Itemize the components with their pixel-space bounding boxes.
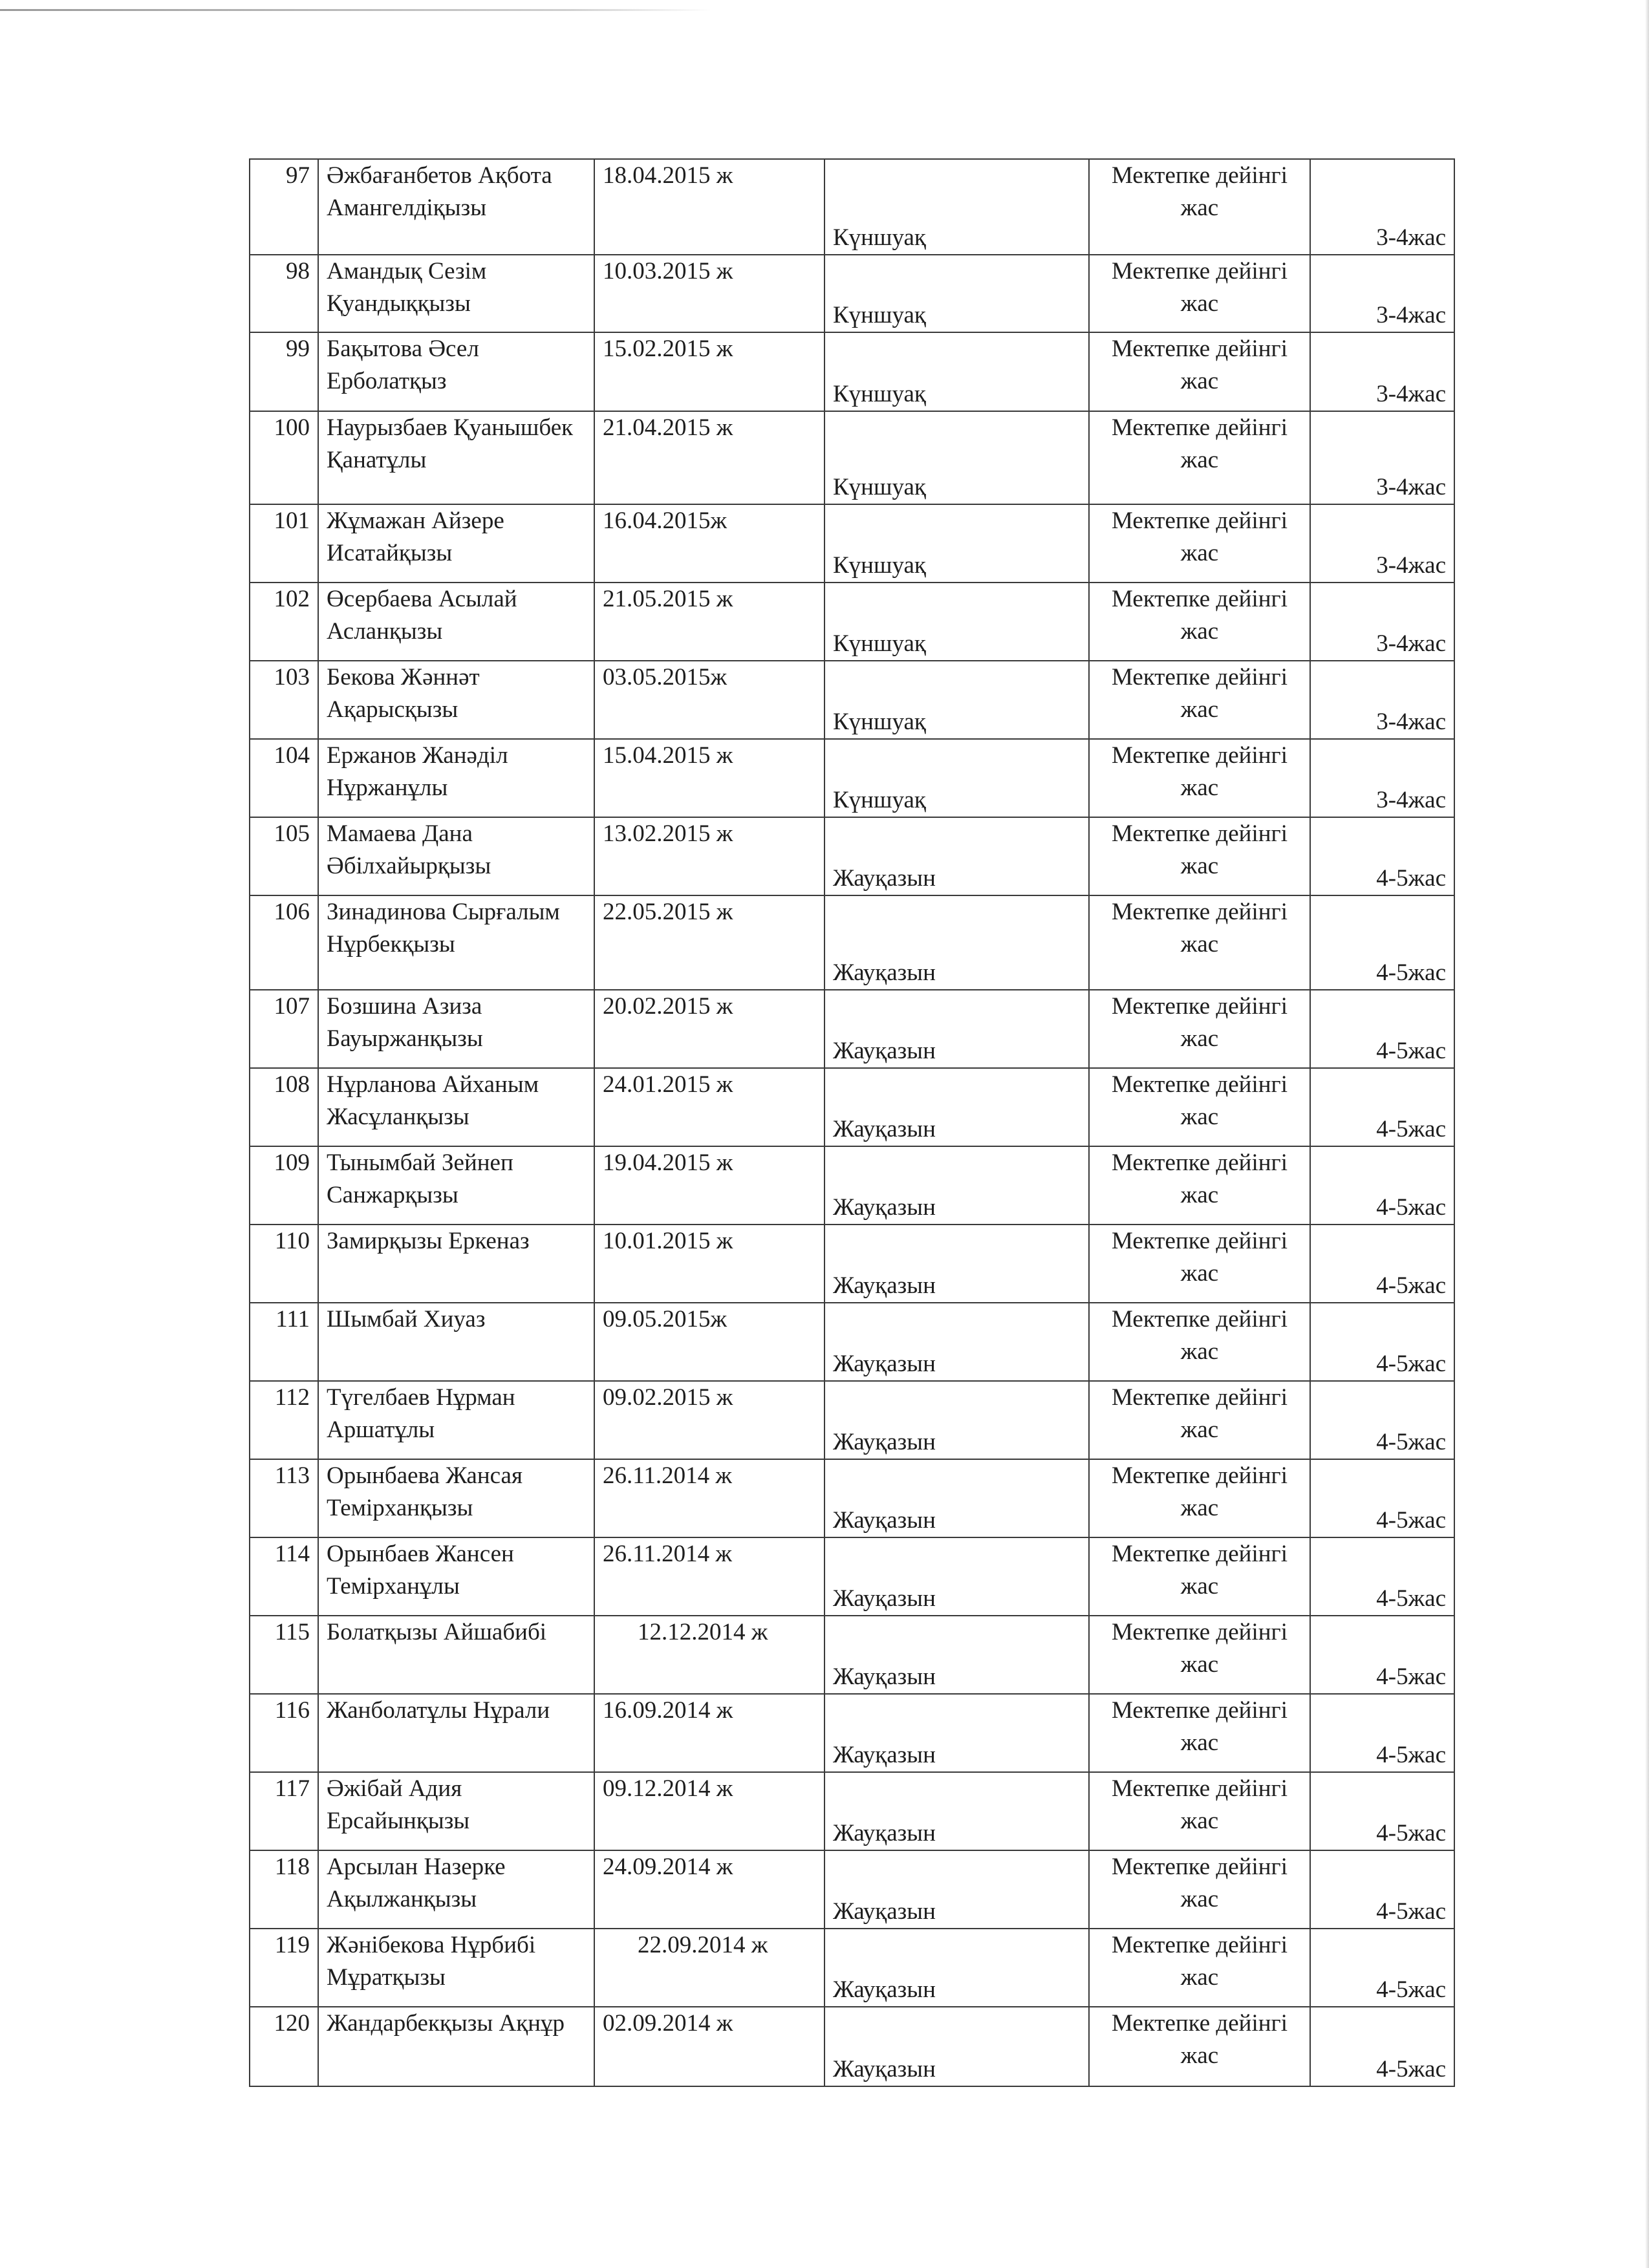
birth-date: 21.05.2015 ж: [594, 583, 824, 661]
table-row: [250, 1225, 1454, 1303]
table-row: [250, 1850, 1454, 1929]
group-name: Жауқазын: [824, 1537, 1089, 1616]
group-name: Жауқазын: [824, 1929, 1089, 2007]
group-name: Жауқазын: [824, 1381, 1089, 1459]
child-name: Орынбаев Жансен Темірханұлы: [318, 1537, 594, 1616]
age-range: 4-5жас: [1310, 1068, 1454, 1146]
child-name: Амандық Сезім Қуандыққызы: [318, 255, 594, 332]
child-name: Замирқызы Еркеназ: [318, 1225, 594, 1303]
child-name: Әжбағанбетов Ақбота Амангелдіқызы: [318, 159, 594, 255]
birth-date: 20.02.2015 ж: [594, 990, 824, 1068]
age-category: Мектепке дейінгі жас: [1089, 1381, 1310, 1459]
birth-date: 26.11.2014 ж: [594, 1537, 824, 1616]
group-name: Жауқазын: [824, 1146, 1089, 1225]
table-row: [250, 1929, 1454, 2007]
row-number: 107: [250, 990, 318, 1068]
group-name: Жауқазын: [824, 895, 1089, 990]
age-category: Мектепке дейінгі жас: [1089, 1146, 1310, 1225]
row-number: 106: [250, 895, 318, 990]
child-name: Өсербаева Асылай Асланқызы: [318, 583, 594, 661]
age-category: Мектепке дейінгі жас: [1089, 1537, 1310, 1616]
row-number: 108: [250, 1068, 318, 1146]
child-name: Орынбаева Жансая Темірханқызы: [318, 1459, 594, 1537]
age-category: Мектепке дейінгі жас: [1089, 255, 1310, 332]
row-number: 120: [250, 2007, 318, 2086]
age-range: 4-5жас: [1310, 817, 1454, 895]
table-row: [250, 1459, 1454, 1537]
age-category: Мектепке дейінгі жас: [1089, 1068, 1310, 1146]
roster-body: [250, 159, 1454, 2086]
age-range: 4-5жас: [1310, 1850, 1454, 1929]
child-name: Бекова Жәннәт Ақарысқызы: [318, 661, 594, 739]
age-category: Мектепке дейінгі жас: [1089, 1929, 1310, 2007]
row-number: 115: [250, 1616, 318, 1694]
row-number: 109: [250, 1146, 318, 1225]
child-name: Тынымбай Зейнеп Санжарқызы: [318, 1146, 594, 1225]
row-number: 103: [250, 661, 318, 739]
age-range: 4-5жас: [1310, 2007, 1454, 2086]
table-row: [250, 159, 1454, 255]
age-range: 3-4жас: [1310, 255, 1454, 332]
group-name: Күншуақ: [824, 332, 1089, 411]
child-name: Жандарбекқызы Ақнұр: [318, 2007, 594, 2086]
table-row: [250, 504, 1454, 583]
child-name: Болатқызы Айшабибі: [318, 1616, 594, 1694]
birth-date: 10.01.2015 ж: [594, 1225, 824, 1303]
group-name: Жауқазын: [824, 1459, 1089, 1537]
child-name: Бозшина Азиза Бауыржанқызы: [318, 990, 594, 1068]
group-name: Жауқазын: [824, 1694, 1089, 1772]
table-row: [250, 1303, 1454, 1381]
age-range: 4-5жас: [1310, 1537, 1454, 1616]
table-row: [250, 2007, 1454, 2086]
table-row: [250, 1146, 1454, 1225]
birth-date: 15.04.2015 ж: [594, 739, 824, 817]
age-category: Мектепке дейінгі жас: [1089, 1772, 1310, 1850]
age-category: Мектепке дейінгі жас: [1089, 504, 1310, 583]
row-number: 116: [250, 1694, 318, 1772]
age-range: 3-4жас: [1310, 332, 1454, 411]
age-category: Мектепке дейінгі жас: [1089, 1303, 1310, 1381]
row-number: 119: [250, 1929, 318, 2007]
age-category: Мектепке дейінгі жас: [1089, 1850, 1310, 1929]
row-number: 112: [250, 1381, 318, 1459]
age-category: Мектепке дейінгі жас: [1089, 661, 1310, 739]
age-range: 4-5жас: [1310, 1929, 1454, 2007]
birth-date: 22.09.2014 ж: [594, 1929, 824, 2007]
age-category: Мектепке дейінгі жас: [1089, 1225, 1310, 1303]
age-range: 4-5жас: [1310, 1772, 1454, 1850]
birth-date: 02.09.2014 ж: [594, 2007, 824, 2086]
child-name: Түгелбаев Нұрман Аршатұлы: [318, 1381, 594, 1459]
table-row: [250, 990, 1454, 1068]
table-row: [250, 583, 1454, 661]
table-row: [250, 1381, 1454, 1459]
birth-date: 19.04.2015 ж: [594, 1146, 824, 1225]
birth-date: 26.11.2014 ж: [594, 1459, 824, 1537]
table-row: [250, 1772, 1454, 1850]
table-row: [250, 1068, 1454, 1146]
child-name: Наурызбаев Қуанышбек Қанатұлы: [318, 411, 594, 504]
scan-page-edge: [1645, 0, 1649, 2268]
group-name: Күншуақ: [824, 255, 1089, 332]
group-name: Күншуақ: [824, 661, 1089, 739]
table-row: [250, 255, 1454, 332]
row-number: 102: [250, 583, 318, 661]
age-range: 4-5жас: [1310, 1146, 1454, 1225]
age-category: Мектепке дейінгі жас: [1089, 2007, 1310, 2086]
group-name: Жауқазын: [824, 1225, 1089, 1303]
child-name: Ержанов Жанәділ Нұржанұлы: [318, 739, 594, 817]
age-range: 3-4жас: [1310, 159, 1454, 255]
group-name: Жауқазын: [824, 1850, 1089, 1929]
group-name: Күншуақ: [824, 411, 1089, 504]
table-row: [250, 1537, 1454, 1616]
birth-date: 16.04.2015ж: [594, 504, 824, 583]
child-name: Әжібай Адия Ерсайынқызы: [318, 1772, 594, 1850]
birth-date: 10.03.2015 ж: [594, 255, 824, 332]
birth-date: 09.05.2015ж: [594, 1303, 824, 1381]
birth-date: 15.02.2015 ж: [594, 332, 824, 411]
row-number: 117: [250, 1772, 318, 1850]
table-row: [250, 739, 1454, 817]
group-name: Жауқазын: [824, 1303, 1089, 1381]
age-range: 3-4жас: [1310, 411, 1454, 504]
row-number: 99: [250, 332, 318, 411]
child-name: Жанболатұлы Нұрали: [318, 1694, 594, 1772]
row-number: 114: [250, 1537, 318, 1616]
birth-date: 12.12.2014 ж: [594, 1616, 824, 1694]
age-category: Мектепке дейінгі жас: [1089, 332, 1310, 411]
row-number: 98: [250, 255, 318, 332]
age-category: Мектепке дейінгі жас: [1089, 895, 1310, 990]
group-name: Жауқазын: [824, 2007, 1089, 2086]
birth-date: 18.04.2015 ж: [594, 159, 824, 255]
group-name: Күншуақ: [824, 159, 1089, 255]
age-range: 3-4жас: [1310, 504, 1454, 583]
age-range: 4-5жас: [1310, 1303, 1454, 1381]
age-range: 3-4жас: [1310, 739, 1454, 817]
child-name: Нұрланова Айханым Жасұланқызы: [318, 1068, 594, 1146]
row-number: 113: [250, 1459, 318, 1537]
age-range: 3-4жас: [1310, 583, 1454, 661]
birth-date: 24.09.2014 ж: [594, 1850, 824, 1929]
row-number: 110: [250, 1225, 318, 1303]
table-row: [250, 411, 1454, 504]
age-category: Мектепке дейінгі жас: [1089, 159, 1310, 255]
group-name: Жауқазын: [824, 1772, 1089, 1850]
age-range: 4-5жас: [1310, 1225, 1454, 1303]
group-name: Күншуақ: [824, 583, 1089, 661]
table-row: [250, 817, 1454, 895]
row-number: 100: [250, 411, 318, 504]
birth-date: 22.05.2015 ж: [594, 895, 824, 990]
row-number: 101: [250, 504, 318, 583]
table-row: [250, 1616, 1454, 1694]
group-name: Жауқазын: [824, 990, 1089, 1068]
age-category: Мектепке дейінгі жас: [1089, 1459, 1310, 1537]
table-row: [250, 332, 1454, 411]
table-row: [250, 661, 1454, 739]
table-row: [250, 1694, 1454, 1772]
child-name: Зинадинова Сырғалым Нұрбекқызы: [318, 895, 594, 990]
age-category: Мектепке дейінгі жас: [1089, 990, 1310, 1068]
child-name: Бақытова Әсел Ерболатқыз: [318, 332, 594, 411]
age-range: 4-5жас: [1310, 895, 1454, 990]
group-name: Жауқазын: [824, 1616, 1089, 1694]
group-name: Күншуақ: [824, 739, 1089, 817]
age-category: Мектепке дейінгі жас: [1089, 817, 1310, 895]
row-number: 97: [250, 159, 318, 255]
age-range: 4-5жас: [1310, 990, 1454, 1068]
birth-date: 16.09.2014 ж: [594, 1694, 824, 1772]
child-name: Жұмажан Айзере Исатайқызы: [318, 504, 594, 583]
birth-date: 13.02.2015 ж: [594, 817, 824, 895]
age-category: Мектепке дейінгі жас: [1089, 411, 1310, 504]
row-number: 111: [250, 1303, 318, 1381]
age-range: 4-5жас: [1310, 1459, 1454, 1537]
age-category: Мектепке дейінгі жас: [1089, 739, 1310, 817]
group-name: Жауқазын: [824, 1068, 1089, 1146]
age-range: 4-5жас: [1310, 1694, 1454, 1772]
birth-date: 21.04.2015 ж: [594, 411, 824, 504]
age-category: Мектепке дейінгі жас: [1089, 1694, 1310, 1772]
age-range: 3-4жас: [1310, 661, 1454, 739]
age-range: 4-5жас: [1310, 1381, 1454, 1459]
age-range: 4-5жас: [1310, 1616, 1454, 1694]
birth-date: 24.01.2015 ж: [594, 1068, 824, 1146]
child-name: Арсылан Назерке Ақылжанқызы: [318, 1850, 594, 1929]
birth-date: 09.02.2015 ж: [594, 1381, 824, 1459]
birth-date: 03.05.2015ж: [594, 661, 824, 739]
child-name: Шымбай Хиуаз: [318, 1303, 594, 1381]
child-name: Жәнібекова Нұрбибі Мұратқызы: [318, 1929, 594, 2007]
table-row: [250, 895, 1454, 990]
age-category: Мектепке дейінгі жас: [1089, 1616, 1310, 1694]
row-number: 118: [250, 1850, 318, 1929]
group-name: Күншуақ: [824, 504, 1089, 583]
birth-date: 09.12.2014 ж: [594, 1772, 824, 1850]
child-name: Мамаева Дана Әбілхайырқызы: [318, 817, 594, 895]
row-number: 104: [250, 739, 318, 817]
group-name: Жауқазын: [824, 817, 1089, 895]
age-category: Мектепке дейінгі жас: [1089, 583, 1310, 661]
row-number: 105: [250, 817, 318, 895]
scan-artifact-line: [0, 9, 711, 11]
children-roster-table: [249, 158, 1455, 2087]
